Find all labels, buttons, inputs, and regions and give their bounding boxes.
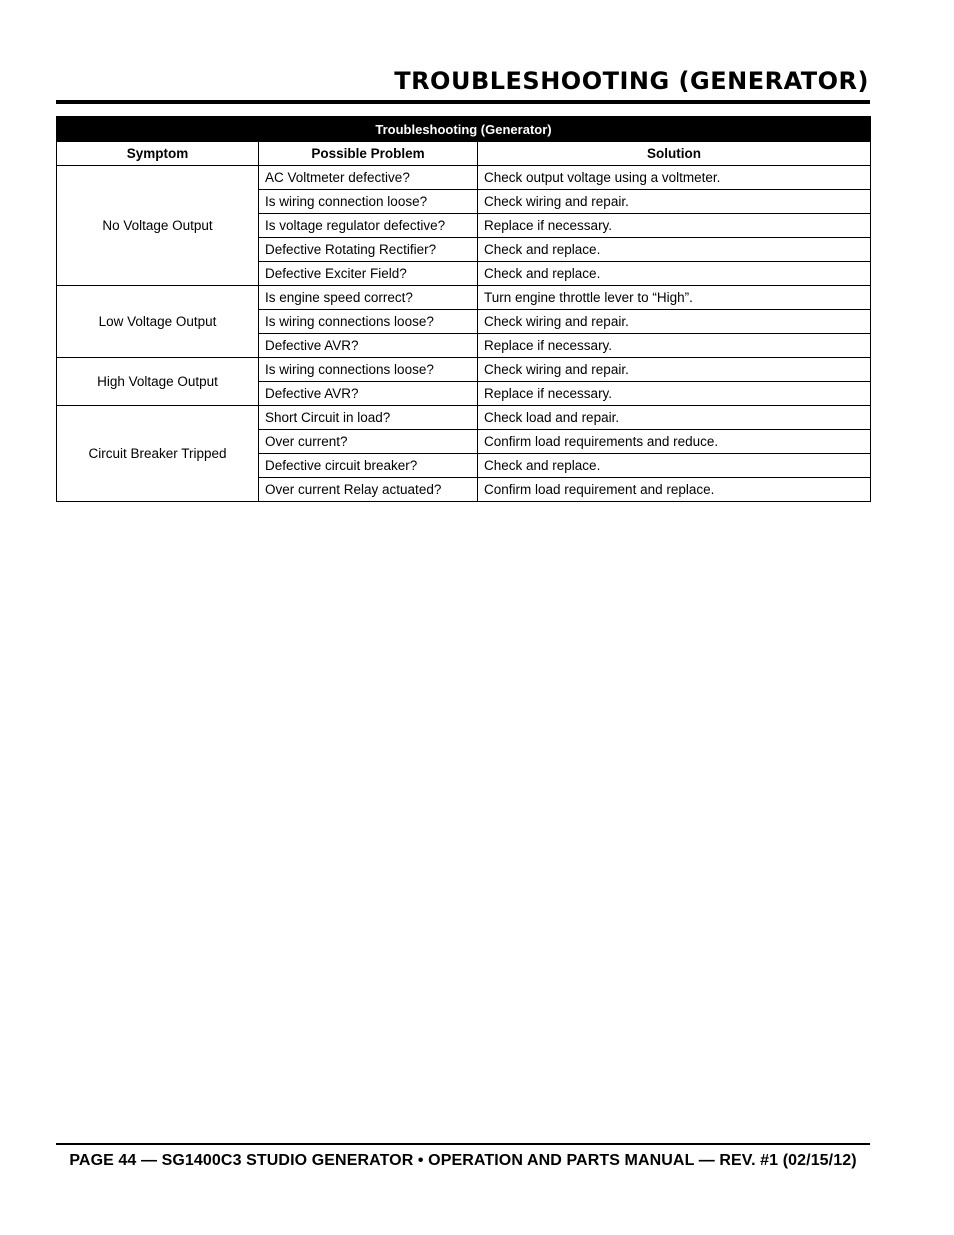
problem-cell: Defective AVR?: [259, 382, 478, 406]
page-footer: PAGE 44 — SG1400C3 STUDIO GENERATOR • OPERATION AND PARTS MANUAL — REV. #1 (02/15/12): [69, 1152, 857, 1169]
problem-cell: Is wiring connection loose?: [259, 190, 478, 214]
problem-cell: Short Circuit in load?: [259, 406, 478, 430]
solution-cell: Replace if necessary.: [478, 214, 871, 238]
solution-cell: Check output voltage using a voltmeter.: [478, 166, 871, 190]
problem-cell: Defective Rotating Rectifier?: [259, 238, 478, 262]
solution-cell: Replace if necessary.: [478, 334, 871, 358]
table-body: [57, 166, 871, 502]
problem-cell: Over current Relay actuated?: [259, 478, 478, 502]
solution-cell: Check wiring and repair.: [478, 190, 871, 214]
header-solution: Solution: [478, 142, 871, 166]
troubleshooting-table: [56, 116, 871, 502]
header-symptom: Symptom: [57, 142, 259, 166]
title-rule: [56, 100, 870, 104]
solution-cell: Check wiring and repair.: [478, 310, 871, 334]
symptom-cell: Circuit Breaker Tripped: [57, 406, 259, 502]
solution-cell: Replace if necessary.: [478, 382, 871, 406]
problem-cell: Defective circuit breaker?: [259, 454, 478, 478]
problem-cell: Is engine speed correct?: [259, 286, 478, 310]
problem-cell: Defective AVR?: [259, 334, 478, 358]
solution-cell: Check load and repair.: [478, 406, 871, 430]
symptom-cell: No Voltage Output: [57, 166, 259, 286]
problem-cell: Defective Exciter Field?: [259, 262, 478, 286]
table-row: [57, 286, 871, 310]
table-row: [57, 358, 871, 382]
table-row: [57, 166, 871, 190]
footer-rule: [56, 1143, 870, 1145]
symptom-cell: Low Voltage Output: [57, 286, 259, 358]
problem-cell: Is voltage regulator defective?: [259, 214, 478, 238]
problem-cell: Is wiring connections loose?: [259, 358, 478, 382]
solution-cell: Check and replace.: [478, 454, 871, 478]
solution-cell: Confirm load requirements and reduce.: [478, 430, 871, 454]
table-caption: Troubleshooting (Generator): [57, 117, 871, 142]
page-title: TROUBLESHOOTING (GENERATOR): [394, 67, 869, 95]
solution-cell: Confirm load requirement and replace.: [478, 478, 871, 502]
solution-cell: Check wiring and repair.: [478, 358, 871, 382]
solution-cell: Turn engine throttle lever to “High”.: [478, 286, 871, 310]
problem-cell: Over current?: [259, 430, 478, 454]
solution-cell: Check and replace.: [478, 262, 871, 286]
solution-cell: Check and replace.: [478, 238, 871, 262]
symptom-cell: High Voltage Output: [57, 358, 259, 406]
problem-cell: Is wiring connections loose?: [259, 310, 478, 334]
header-possible-problem: Possible Problem: [259, 142, 478, 166]
table-row: [57, 406, 871, 430]
problem-cell: AC Voltmeter defective?: [259, 166, 478, 190]
